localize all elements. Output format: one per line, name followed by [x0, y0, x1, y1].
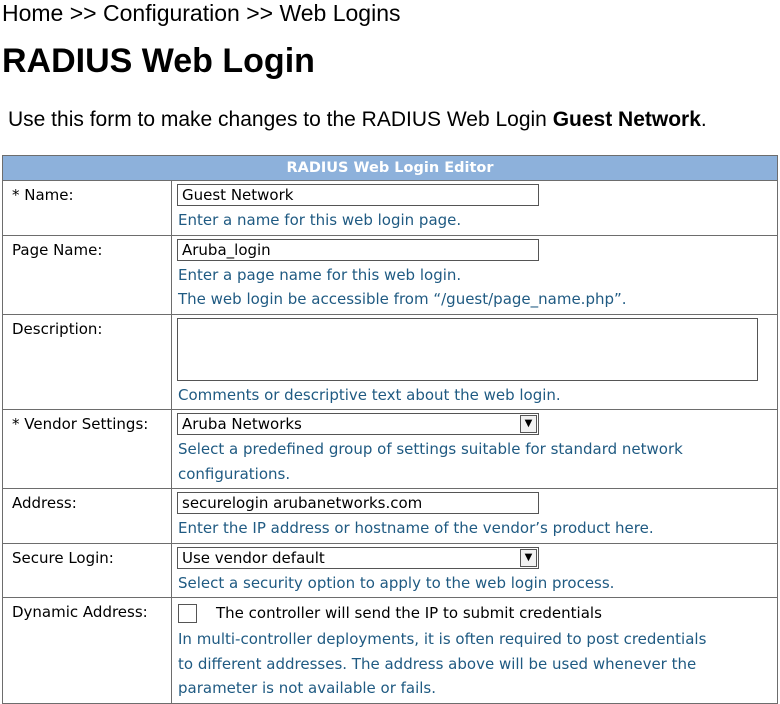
radius-web-login-editor — [2, 155, 778, 704]
breadcrumb: Home >> Configuration >> Web Logins — [2, 0, 401, 26]
chevron-down-icon[interactable]: ▼ — [520, 415, 537, 433]
name-label: * Name: — [3, 181, 172, 236]
description-field-cell — [172, 314, 778, 410]
page-name-help-line-2: The web login be accessible from “/guest/page_name.php”. — [178, 290, 627, 308]
address-field-cell — [172, 489, 778, 544]
intro-text — [8, 107, 707, 133]
dynamic-address-field-cell — [172, 598, 778, 704]
page-name-help-line-1: Enter a page name for this web login. — [178, 265, 462, 284]
page-title: RADIUS Web Login — [2, 42, 315, 80]
secure-login-select[interactable] — [177, 547, 539, 569]
vendor-settings-select[interactable] — [177, 413, 539, 435]
dynamic-address-checkbox[interactable] — [178, 604, 197, 623]
page-name-help — [177, 263, 777, 312]
dynamic-address-help — [177, 627, 777, 701]
address-input[interactable] — [177, 492, 539, 514]
page-name-label: Page Name: — [3, 235, 172, 314]
vendor-settings-field-cell — [172, 410, 778, 489]
vendor-settings-help — [177, 437, 777, 486]
dynamic-address-checkbox-label: The controller will send the IP to submit credentials — [216, 604, 602, 622]
intro-suffix: . — [700, 108, 707, 131]
address-help: Enter the IP address or hostname of the vendor’s product here. — [178, 519, 654, 537]
chevron-down-icon[interactable]: ▼ — [520, 549, 537, 567]
description-row — [3, 314, 778, 410]
dynamic-address-checkbox-row — [177, 601, 777, 625]
secure-login-label: Secure Login: — [3, 543, 172, 598]
page-name-row — [3, 235, 778, 314]
secure-login-selected-value: Use vendor default — [182, 548, 325, 567]
secure-login-help: Select a security option to apply to the web login process. — [178, 573, 615, 592]
dynamic-address-label: Dynamic Address: — [3, 598, 172, 704]
page-name-input[interactable] — [177, 239, 539, 261]
secure-login-field-cell — [172, 543, 778, 598]
editor-header: RADIUS Web Login Editor — [3, 156, 778, 181]
name-row — [3, 181, 778, 236]
description-help: Comments or descriptive text about the web login. — [178, 385, 561, 404]
secure-login-row — [3, 543, 778, 598]
name-help: Enter a name for this web login page. — [178, 211, 462, 229]
description-textarea[interactable] — [177, 318, 758, 381]
name-input[interactable] — [177, 184, 539, 206]
address-row — [3, 489, 778, 544]
intro-prefix: Use this form to make changes to the RADIUS Web Login — [8, 108, 553, 131]
dynamic-address-help-line-1: In multi-controller deployments, it is often required to post credentials — [178, 630, 707, 648]
description-label: Description: — [3, 314, 172, 410]
dynamic-address-help-line-3: parameter is not available or fails. — [178, 679, 437, 697]
page-name-field-cell — [172, 235, 778, 314]
vendor-settings-help-line-2: configurations. — [178, 464, 291, 483]
address-label: Address: — [3, 489, 172, 544]
vendor-settings-selected-value: Aruba Networks — [182, 415, 302, 433]
intro-target-name: Guest Network — [552, 108, 701, 131]
dynamic-address-row — [3, 598, 778, 704]
vendor-settings-row — [3, 410, 778, 489]
vendor-settings-label: * Vendor Settings: — [3, 410, 172, 489]
dynamic-address-help-line-2: to different addresses. The address above will be used whenever the — [178, 654, 697, 673]
vendor-settings-help-line-1: Select a predefined group of settings suitable for standard network — [178, 440, 683, 458]
name-field-cell — [172, 181, 778, 236]
